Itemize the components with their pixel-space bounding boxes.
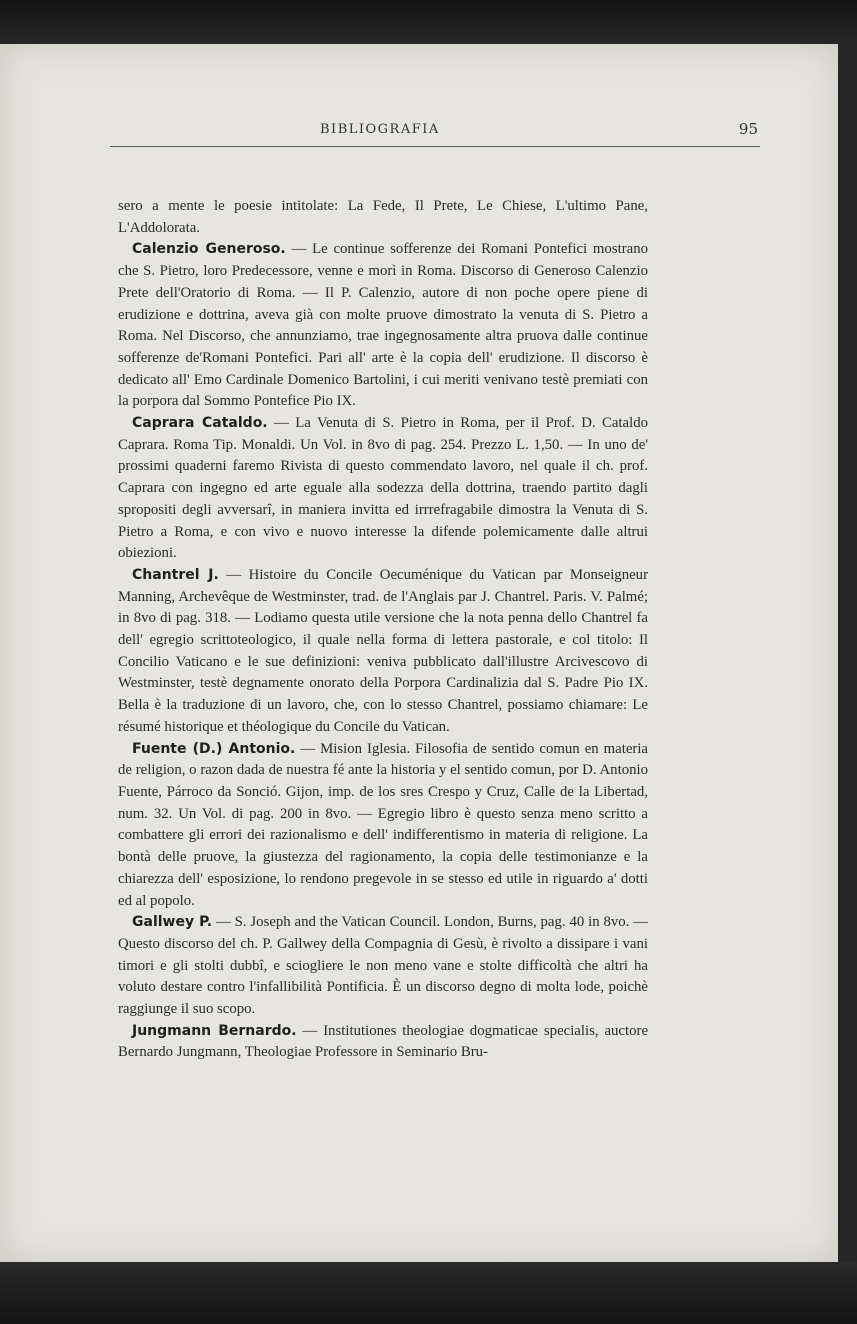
entry-text: — Institutiones theologiae dogmaticae specialis, auctore Bernardo Jungmann, Theologiae Professore in Seminario Bru-: [118, 1022, 649, 1061]
bibliography-entry: [118, 565, 648, 739]
entry-text: — Le continue sofferenze dei Romani Pontefici mostrano che S. Pietro, loro Predecessore, venne e morì in Roma. Discorso di Generoso Calenzio Prete dell'Oratorio di Roma. — Il P. Calenzio, autore di non poche opere piene di erudizione e dottrina, aveva già con molte pruove dimostrato la venuta di S. Pietro a Roma. Nel Discorso, che annunziamo, trae ingegnosamente altra pruova dalle continue sofferenze de'Romani Pontefici. Pari all' arte è la copia dell' erudizione. Il discorso è dedicato all' Emo Cardinale Domenico Bartolini, i cui meriti venivano testè premiati con la porpora dal Sommo Pontefice Pio IX.: [118, 241, 648, 410]
entry-text: — S. Joseph and the Vatican Council. London, Burns, pag. 40 in 8vo. — Questo discorso del ch. P. Gallwey della Compagnia di Gesù, è rivolto a dissipare i vani timori e gli stolti dubbî, e sciogliere le non meno vane e stolte difficoltà che altri ha voluto destare contro l'infallibilità Pontificia. È un discorso degno di molta lode, poichè raggiunge il suo scopo.: [118, 914, 649, 1018]
scan-border-top: [0, 0, 857, 50]
scan-border-right: [838, 44, 857, 1262]
bibliography-text: [118, 196, 648, 1064]
scan-border-bottom: [0, 1262, 857, 1324]
entry-text: — Histoire du Concile Oecuménique du Vatican par Monseigneur Manning, Archevêque de Westminster, trad. de l'Anglais par J. Chantrel. Paris. V. Palmé; in 8vo di pag. 318. — Lodiamo questa utile versione che la nota penna dello Chantrel fa dell' egregio scrittoteologico, il quale nella forma di lettera pastorale, e col titolo: Il Concilio Vaticano e le sue definizioni: veniva pubblicato dall'illustre Arcivescovo di Westminster, testè degnamente onorato della Porpora Cardinalizia dal S. Padre Pio IX. Bella è la traduzione di un lavoro, che, con lo stesso Chantrel, possiamo chiamare: Le résumé historique et théologique du Concile du Vatican.: [118, 566, 649, 735]
entry-author: Fuente (D.) Antonio.: [132, 740, 296, 757]
bibliography-entry: [118, 739, 648, 913]
bibliography-entry: [118, 239, 648, 413]
entry-author: Jungmann Bernardo.: [132, 1022, 297, 1039]
entry-author: Calenzio Generoso.: [132, 241, 286, 258]
entry-text: — La Venuta di S. Pietro in Roma, per il Prof. D. Cataldo Caprara. Roma Tip. Monaldi. Un Vol. in 8vo di pag. 254. Prezzo L. 1,50. — In uno de' prossimi quaderni faremo Rivista di questo commendato lavoro, nel quale il ch. prof. Caprara con ingegno ed arte eguale alla sodezza della dottrina, traendo partito dagli spropositi degli avversarî, in maniera invitta ed irrrefragabile dimostra la Venuta di S. Pietro a Roma, e con vivo e nuovo interesse la difende polemicamente dalle altrui obiezioni.: [118, 415, 648, 562]
entry-author: Gallwey P.: [132, 914, 213, 931]
entry-author: Caprara Cataldo.: [132, 415, 268, 432]
running-title: BIBLIOGRAFIA: [320, 122, 440, 137]
running-header: [110, 118, 760, 147]
entry-author: Chantrel J.: [132, 566, 219, 583]
bibliography-entry: [118, 413, 648, 565]
bibliography-entry: [118, 912, 648, 1021]
entry-text: — Mision Iglesia. Filosofia de sentido comun en materia de religion, o razon dada de nuestra fé ante la historia y el sentido comun, por D. Antonio Fuente, Párroco da Sonció. Gijon, imp. de los sres Crespo y Cruz, Calle de la Libertad, num. 32. Un Vol. di pag. 200 in 8vo. — Egregio libro è questo senza meno scritto a combattere gli errori dei razionalismo e dell' indifferentismo in materia di religione. La bontà delle pruove, la giustezza del ragionamento, la copia delle testimonianze e la chiarezza dell' esposizione, lo rendono pregevole in se stesso ed utile in riguardo a' dotti ed al popolo.: [118, 740, 649, 909]
page-number: 95: [738, 120, 758, 138]
bibliography-entry: [118, 1021, 648, 1064]
intro-paragraph: sero a mente le poesie intitolate: La Fede, Il Prete, Le Chiese, L'ultimo Pane, L'Addolorata.: [118, 198, 648, 236]
